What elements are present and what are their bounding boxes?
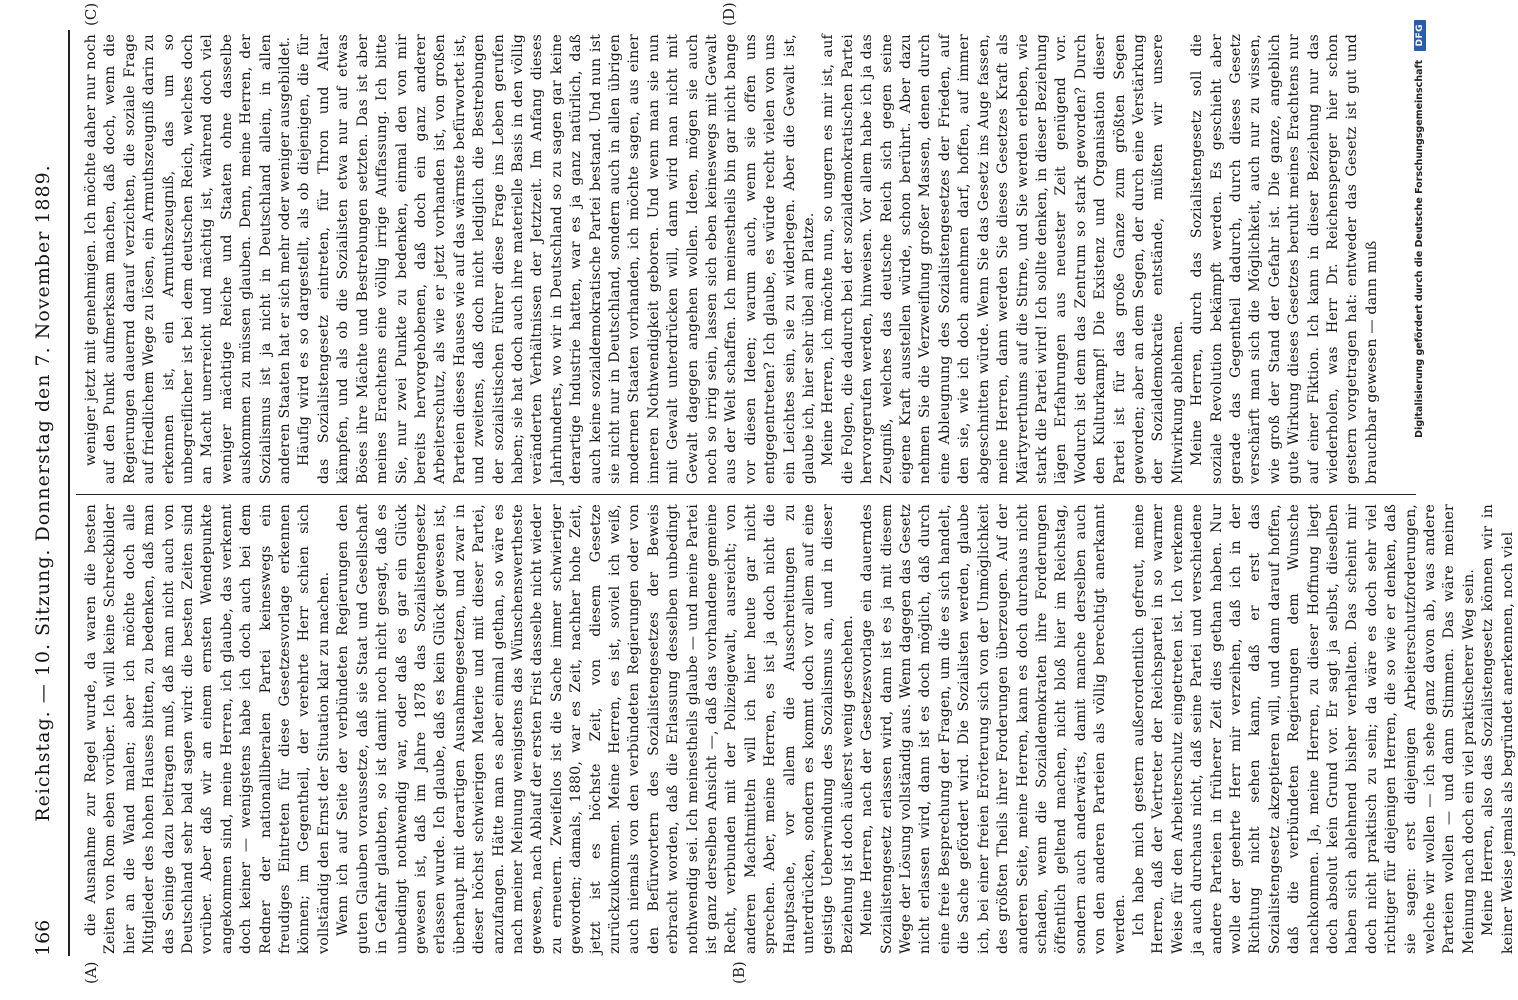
right-column	[82, 34, 1412, 484]
paragraph: Meine Herren, also das Sozialistengesetz können wir in keiner Weise jemals als begründet anerkennen, noch viel	[1480, 504, 1516, 954]
paragraph: Wenn ich auf Seite der verbündeten Regierungen den guten Glauben voraussetze, daß sie Staat und Gesellschaft in Gefahr glaubten, so ist damit noch nicht gesagt, daß es unbedingt nothwendig war, oder daß es gar ein Glück gewesen ist, daß im Jahre 1878 das Sozialistengesetz erlassen wurde. Ich glaube, daß es kein Glück gewesen ist, überhaupt mit derartigen Ausnahmegesetzen, und zwar in dieser höchst schwierigen Materie und mit dieser Partei, anzufangen. Hätte man es aber einmal gethan, so wäre es nach meiner Meinung wenigstens das Wünschenswertheste gewesen, nach Ablauf der ersten Frist dasselbe nicht wieder zu erneuern. Zweifellos ist die Sache immer schwieriger geworden; damals, 1880, war es Zeit, nachher hohe Zeit, jetzt ist es höchste Zeit, von diesem Gesetze zurückzukommen. Meine Herren, es ist, soviel ich weiß, auch niemals von den verbündeten Regierungen oder von den Befürwortern des Sozialistengesetzes der Beweis erbracht worden, daß die Erlassung desselben unbedingt nothwendig sei. Ich meinestheils glaube — und meine Partei ist ganz derselben Ansicht —, daß das vorhandene gemeine Recht, verbunden mit der Polizeigewalt, ausreicht; von anderen Machtmitteln will ich hier heute gar nicht sprechen. Aber, meine Herren, es ist ja doch nicht die Hauptsache, vor allem die Ausschreitungen zu unterdrücken, sondern es kommt doch vor allem auf eine geistige Ueberwindung des Sozialismus an, und in dieser Beziehung ist doch äußerst wenig geschehen.	[335, 504, 856, 954]
paragraph: Meine Herren, ich möchte nun, so ungern es mir ist, auf die Folgen, die dadurch bei der sozialdemokratischen Partei hervorgerufen werden, hinweisen. Vor allem habe ich ja das Zeugniß, welches das deutsche Reich sich gegen seine eigene Kraft ausstellen würde, schon berührt. Aber dazu nehmen Sie die Verzweiflung großer Massen, denen durch eine Ableugnung des Sozialistengesetzes der Frieden, auf den sie, wie ich doch annehmen darf, hoffen, auf immer abgeschnitten würde. Wenn Sie das Gesetz ins Auge fassen, meine Herren, dann werden Sie dieses Gesetzes Kraft als Märtyrerthums auf die Stirne, und Sie werden erleben, wie stark die Partei wird! Ich sollte denken, in dieser Beziehung lägen Erfahrungen aus neuester Zeit genügend vor. Wodurch ist denn das Zentrum so stark geworden? Durch den Kulturkampf! Die Existenz und Organisation dieser Partei ist für das große Ganze zum größten Segen geworden; aber an dem Segen, der durch eine Verstärkung der Sozialdemokratie entstände, müßten wir unsere Mitwirkung ablehnen.	[820, 34, 1186, 484]
margin-marker-d: (D)	[720, 2, 738, 26]
header-rule	[68, 30, 70, 956]
paragraph: die Ausnahme zur Regel wurde, da waren die besten Zeiten von Rom eben vorüber. Ich will keine Schreckbilder hier an die Wand malen; aber ich möchte doch alle Mitglieder des hohen Hauses bitten, zu bedenken, daß man das Seinige dazu beitragen muß, daß man nicht auch von Deutschland sehr bald sagen wird: die besten Zeiten sind vorüber. Aber daß wir an einem ernsten Wendepunkte angekommen sind, meine Herren, ich glaube, das verkennt doch keiner — wenigstens habe ich doch auch bei dem Redner der nationalliberalen Partei keineswegs ein freudiges Eintreten für diese Gesetzesvorlage erkennen können; im Gegentheil, der verehrte Herr schien sich vollständig den Ernst der Situation klar zu machen.	[83, 504, 332, 954]
margin-marker-b: (B)	[730, 961, 748, 984]
page-header	[12, 30, 66, 956]
paragraph: Meine Herren, nach der Gesetzesvorlage ein dauerndes Sozialistengesetz erlassen wird, dann ist es ja mit diesem Wege der Lösung vollständig aus. Wenn dagegen das Gesetz nicht erlassen wird, dann ist es doch möglich, daß durch eine freie Besprechung der Fragen, um die es sich handelt, die Sache gefördert wird. Die Sozialisten werden, glaube ich, bei einer freien Erörterung sich von der Unmöglichkeit des größten Theils ihrer Forderungen überzeugen. Auf der anderen Seite, meine Herren, kann es doch durchaus nicht schaden, wenn die Sozialdemokraten ihre Forderungen öffentlich geltend machen, nicht bloß hier im Reichstag, sondern auch anderwärts, damit manche derselben auch von den anderen Parteien als völlig berechtigt anerkannt werden.	[859, 504, 1128, 954]
margin-marker-a: (A)	[82, 961, 100, 984]
left-column	[82, 504, 1516, 954]
margin-marker-c: (C)	[82, 2, 100, 26]
paragraph: weniger jetzt mit genehmigen. Ich möchte daher nur noch auf den Punkt aufmerksam machen, daß doch, wenn die Regierungen dauernd darauf verzichten, die soziale Frage auf friedlichem Wege zu lösen, ein Armuthszeugniß darin zu erkennen ist, ein Armuthszeugniß, das um so unbegreiflicher ist bei dem deutschen Reich, welches doch an Macht unerreicht und mächtig ist, während doch viel weniger mächtige Reiche und Staaten ohne dasselbe auskommen zu müssen glauben. Denn, meine Herren, der Sozialismus ist ja nicht in Deutschland allein, in allen anderen Staaten hat er sich mehr oder weniger ausgebildet.	[83, 34, 294, 484]
credit-text: Digitalisierung gefördert durch die Deutsche Forschungsgemeinschaft	[1414, 59, 1425, 438]
paragraph: Ich habe mich gestern außerordentlich gefreut, meine Herren, daß der Vertreter der Reichspartei in so warmer Weise für den Arbeiterschutz eingetreten ist. Ich verkenne ja auch durchaus nicht, daß seine Partei und verschiedene andere Parteien in früherer Zeit dies gethan haben. Nur wolle der geehrte Herr mir verzeihen, daß ich in der Richtung nicht sehen kann, daß er erst das Sozialistengesetz akzeptieren will, und dann darauf hoffen, daß die verbündeten Regierungen dem Wunsche nachkommen. Ja, meine Herren, zu dieser Hoffnung liegt doch absolut kein Grund vor. Er sagt ja selbst, dieselben haben sich ablehnend bisher verhalten. Das scheint mir doch nicht praktisch zu sein; da wäre es doch sehr viel richtiger für diejenigen Herren, die so wie er denken, daß sie sagen: erst diejenigen Arbeiterschutzforderungen, welche wir wollen — ich sehe ganz davon ab, was andere Parteien wollen — und dann Stimmen. Das wäre meiner Meinung nach doch ein viel praktischerer Weg sein.	[1130, 504, 1477, 954]
column-divider	[76, 494, 1416, 495]
page-number: 166	[32, 919, 54, 956]
paragraph: Häufig wird es so dargestellt, als ob diejenigen, die für das Sozialistengesetz eintreten, für Thron und Altar kämpfen, und als ob die Sozialisten etwa nur auf etwas Böses ihre Mächte und Bestrebungen setzten. Das ist aber meines Erachtens eine völlig irrige Auffassung. Ich bitte Sie, nur zwei Punkte zu bedenken, einmal den von mir bereits hervorgehobenen, daß doch ein ganz anderer Arbeiterschutz, als wie er jetzt vorhanden ist, von großen Parteien dieses Hauses wie auf das wärmste befürwortet ist, und zweitens, daß doch nicht lediglich die Bestrebungen der sozialistischen Führer diese Frage ins Leben gerufen haben; sie hat doch auch ihre materielle Basis in den völlig veränderten Verhältnissen der Jetztzeit. Im Anfang dieses Jahrhunderts, wo wir in Deutschland so zu sagen gar keine derartige Industrie hatten, war es ja ganz natürlich, daß auch keine sozialdemokratische Partei bestand. Und nun ist sie nicht nur in Deutschland, sondern auch in allen übrigen modernen Staaten vorhanden, ich möchte sagen, aus einer inneren Nothwendigkeit geboren. Und wenn man sie nun mit Gewalt unterdrücken will, dann wird man nicht mit Gewalt dagegen angehen wollen. Ideen, mögen sie auch noch so irrig sein, lassen sich eben keineswegs mit Gewalt aus der Welt schaffen. Ich meinestheils bin gar nicht bange vor diesen Ideen; warum auch, wenn sie offen uns entgegentreten? Ich glaube, es würde recht vielen von uns ein Leichtes sein, sie zu widerlegen. Aber die Gewalt ist, glaube ich, hier sehr übel am Platze.	[296, 34, 818, 484]
running-head: Reichstag. — 10. Sitzung. Donnerstag den 7. November 1889.	[32, 164, 54, 822]
paragraph: Meine Herren, durch das Sozialistengesetz soll die soziale Revolution bekämpft werden. Es geschieht aber gerade das Gegentheil dadurch, durch dieses Gesetz verschärft man sich die Möglichkeit, auch nur zu wissen, wie groß der Stand der Gefahr ist. Die ganze, angeblich gute Wirkung dieses Gesetzes beruht meines Erachtens nur auf einer Fiktion. Ich kann in dieser Beziehung nur das wiederholen, was Herr Dr. Reichensperger hier schon gestern vorgetragen hat: entweder das Gesetz ist gut und brauchbar gewesen — dann muß	[1189, 34, 1380, 484]
digitization-credit	[1414, 20, 1426, 960]
dfg-logo: DFG	[1414, 20, 1426, 51]
